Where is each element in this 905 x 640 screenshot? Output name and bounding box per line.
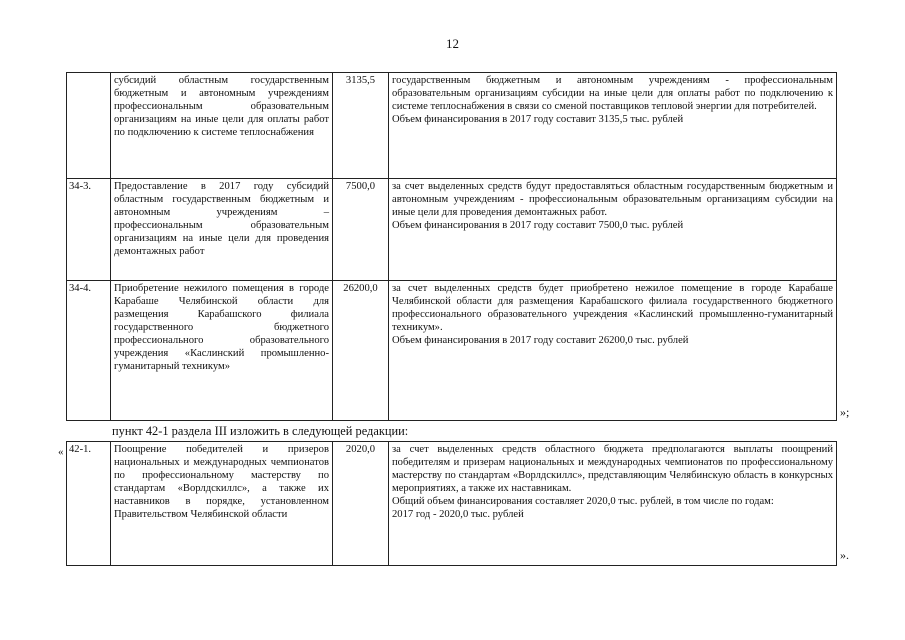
explanation-paragraph: Объем финансирования в 2017 году составит 26200,0 тыс. рублей	[392, 335, 689, 346]
explanation-paragraph: за счет выделенных средств будет приобретено нежилое помещение в городе Карабаше Челябинской области для размещения Карабашского филиала государственного бюджетного профессионального образовательного учреждения «Каслинский промышленно-гуманитарный техникум».	[392, 283, 833, 333]
funding-amount: 7500,0	[333, 179, 389, 281]
explanation-paragraph: государственным бюджетным и автономным учреждениям - профессиональным образовательным организациям субсидии на иные цели для оплаты работ по подключению к системе теплоснабжения в связи со сменой поставщиков тепловой энергии для потребителей.	[392, 75, 833, 112]
opening-quote-mark: «	[58, 446, 64, 458]
measure-explanation	[389, 73, 837, 179]
table-row	[67, 281, 837, 421]
measure-explanation	[389, 179, 837, 281]
explanation-paragraph: 2017 год - 2020,0 тыс. рублей	[392, 509, 524, 520]
measure-description: Предоставление в 2017 году субсидий областным государственным бюджетным и автономным учреждениям – профессиональным образовательным организациям на иные цели для проведения демонтажных работ	[111, 179, 333, 281]
explanation-paragraph: Объем финансирования в 2017 году составит 7500,0 тыс. рублей	[392, 220, 684, 231]
funding-amount: 26200,0	[333, 281, 389, 421]
table-row	[67, 179, 837, 281]
explanation-paragraph: Общий объем финансирования составляет 2020,0 тыс. рублей, в том числе по годам:	[392, 496, 774, 507]
measures-table-continued	[66, 72, 837, 421]
measure-explanation	[389, 281, 837, 421]
table-row	[67, 73, 837, 179]
funding-amount: 2020,0	[333, 442, 389, 566]
amendment-intro-text: пункт 42-1 раздела III изложить в следующей редакции:	[112, 424, 409, 438]
measures-table-amended	[66, 441, 837, 566]
closing-quote-mark: »;	[840, 405, 850, 419]
explanation-paragraph: за счет выделенных средств будут предоставляться областным государственным бюджетным и автономным учреждениям - профессиональным образовательным организациям субсидии на иные цели для проведения демонтажных работ.	[392, 181, 833, 218]
row-number: 42-1.	[67, 442, 111, 566]
table-row	[67, 442, 837, 566]
page-number: 12	[446, 36, 459, 51]
row-number: 34-3.	[67, 179, 111, 281]
row-number	[67, 73, 111, 179]
funding-amount: 3135,5	[333, 73, 389, 179]
measure-explanation	[389, 442, 837, 566]
closing-quote-mark: ».	[840, 548, 849, 562]
row-number: 34-4.	[67, 281, 111, 421]
explanation-paragraph: Объем финансирования в 2017 году составит 3135,5 тыс. рублей	[392, 114, 684, 125]
measure-description: Приобретение нежилого помещения в городе Карабаше Челябинской области для размещения Карабашского филиала государственного бюджетного профессионального образовательного учреждения «Каслинский промышленно-гуманитарный техникум»	[111, 281, 333, 421]
measure-description: Поощрение победителей и призеров национальных и международных чемпионатов по профессиональному мастерству по стандартам «Ворлдскиллс», а также их наставников в порядке, установленном Правительством Челябинской области	[111, 442, 333, 566]
explanation-paragraph: за счет выделенных средств областного бюджета предполагаются выплаты поощрений победителям и призерам национальных и международных чемпионатов по профессиональному мастерству по стандартам «Ворлдскиллс», представляющим Челябинскую область в конкурсных мероприятиях, а также их наставникам.	[392, 444, 833, 494]
measure-description: субсидий областным государственным бюджетным и автономным учреждениям профессиональным образовательным организациям на иные цели для оплаты работ по подключению к системе теплоснабжения	[111, 73, 333, 179]
